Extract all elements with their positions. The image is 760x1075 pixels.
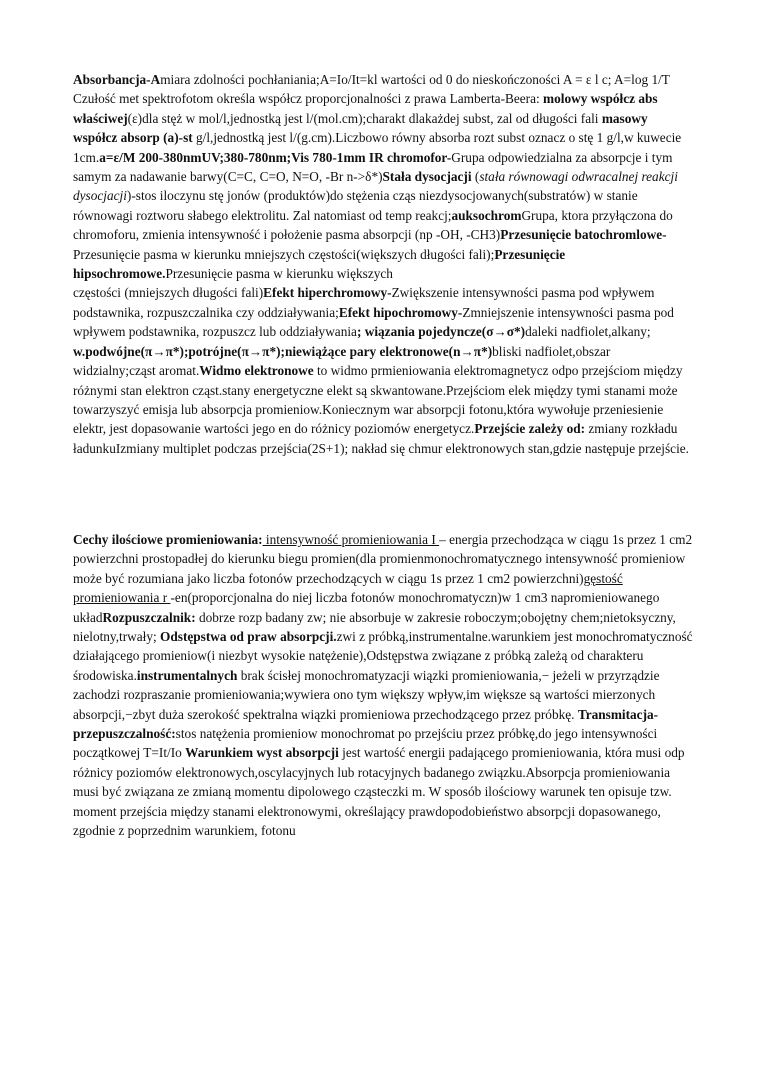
term-absorbancja: Absorbancja- bbox=[73, 72, 151, 87]
term-odstepstwa: Odstępstwa od praw absorpcji. bbox=[160, 629, 337, 645]
term-cechy-ilosciowe: Cechy ilościowe promieniowania: bbox=[73, 532, 263, 547]
text-run: dobrze rozp badany zw; nie absorbuje w zakresie roboczym;obojętny chem;nietoksyczny, nielotny,trwały; bbox=[73, 609, 676, 645]
text-run: jest wartość energii padającego promieniowania, która musi odp różnicy poziomów elektronowych,oscylacyjnych lub rotacyjnych badanego związku.Absorpcja promieniowania musi być związana ze zmianą momentu dipolowego cząsteczki m. W sposób ilościowy warunek ten opisuje tzw. moment przejścia między stanami elektronowymi, określający prawdopodobieństwo absorpcji dopasowanego, bbox=[73, 745, 685, 819]
text-run: Grupa, ktora przyłączona do chromoforu, zmienia intensywność i położenie pasma absorpcji (np -OH, -CH3) bbox=[73, 207, 673, 243]
term-transmitacja: Transmitacja-przepuszczalność: bbox=[73, 706, 659, 742]
term-hipochromowy: Efekt hipochromowy- bbox=[338, 304, 463, 320]
term-wiazania-pojedyncze: ; wiązania pojedyncze(σ→σ*) bbox=[356, 324, 526, 340]
term-masowy: masowy współcz absorp (a)-st bbox=[73, 110, 648, 146]
text-run: Przesunięcie pasma w kierunku większych bbox=[165, 266, 393, 282]
text-run: – energia przechodząca w ciągu 1s przez 1 cm2 powierzchni prostopadłej do kierunku biegu promien(dla promienmonochromatycznego intensywność promieniow może być rozumiana jako liczba fotonów przechodzących w ciągu 1s przez 1 cm2 powierzchni) bbox=[73, 532, 693, 586]
text-run: (ε)dla stęż w mol/l,jednostką jest l/(mol.cm);charakt dlakażdej subst, zal od długości fali bbox=[127, 110, 602, 126]
term-auksochrom: auksochrom bbox=[451, 207, 522, 223]
term-stala-rownowagi: stała równowagi odwracalnej reakcji dysocjacji bbox=[73, 169, 678, 204]
text-run: Przesunięcie pasma w kierunku mniejszych częstości(większych długości fali); bbox=[73, 246, 495, 262]
text-run: )-stos iloczynu stę jonów (produktów)do stężenia cząs niezdysocjowanych(substratów) w stanie równowagi roztworu słabego elektrolitu. Zal natomiast od temp reakcj; bbox=[73, 188, 638, 223]
term-stala-dysocjacji: Stała dysocjacji bbox=[382, 169, 472, 185]
text-run: daleki nadfiolet,alkany; bbox=[525, 324, 651, 340]
term-ranges-chromofor: a=ε/M 200-380nmUV;380-780nm;Vis 780-1mm IR chromofor- bbox=[99, 149, 452, 165]
term-molowy: molowy współcz abs właściwej bbox=[73, 91, 658, 126]
text-run: częstości (mniejszych długości fali) bbox=[73, 285, 264, 301]
term-wiazania-wielokrotne: w.podwójne(π→π*);potrójne(π→π*);niewiążące pary elektronowe(n→π*) bbox=[73, 343, 493, 359]
term-gestosc: gęstość promieniowania r bbox=[73, 570, 623, 606]
text-run: Zwiększenie intensywności pasma pod wpływem podstawnika, rozpuszczalnika czy oddziaływania; bbox=[73, 285, 655, 320]
text-run: Grupa odpowiedzialna za absorpcje i tym samym za nadawanie barwy(C=C, C=O, N=O, -Br n->δ*) bbox=[73, 149, 673, 185]
text-run: -en(proporcjonalna do niej liczba fotonów monochromatyczn)w 1 cm3 napromieniowanego układ bbox=[73, 590, 660, 625]
paragraph-radiation bbox=[73, 530, 693, 841]
paragraph-text bbox=[73, 70, 693, 458]
term-przejscie-zalezy: Przejście zależy od: bbox=[474, 421, 586, 437]
term-batochrom: Przesunięcie batochromlowe- bbox=[500, 227, 667, 243]
text-run: zmiany rozkładu ładunkuIzmiany multiplet podczas przejścia(2S+1); nakład się chmur elektronowych stan,gdzie następuje przejście. bbox=[73, 421, 689, 456]
text-run: g/l,jednostką jest l/(g.cm).Liczbowo równy absorba rozt subst oznacz o stę 1 g/l,w kuwecie 1cm. bbox=[73, 130, 682, 165]
term-hiperchromowy: Efekt hiperchromowy- bbox=[263, 285, 392, 301]
text-run: bliski nadfiolet,obszar widzialny;cząst aromat. bbox=[73, 343, 611, 379]
term-intensywnosc: intensywność promieniowania I bbox=[262, 532, 440, 547]
text-run: brak ścisłej monochromatyzacji wiązki promieniowania,− jeżeli w przyrządzie zachodzi rozpraszanie promieniowania;wywiera ono tym większy wpływ,im większe są wartości mierzonych absorpcji,−zbyt duża szerokość spektralna wiązki promieniowa przechodzącego przez próbkę. bbox=[73, 667, 660, 722]
term-hipsochrom: Przesunięcie hipsochromowe. bbox=[73, 246, 566, 282]
text-run: zwi z próbką,instrumentalne.warunkiem jest monochromatyczność działającego promieniow(i niezbyt wysokie natężenie),Odstępstwa związane z próbką zależą od charakteru środowiska. bbox=[73, 629, 693, 683]
text-run: ( bbox=[471, 169, 480, 185]
term-a: A bbox=[150, 72, 161, 87]
paragraph-text bbox=[73, 530, 693, 841]
term-widmo-elektronowe: Widmo elektronowe bbox=[199, 363, 314, 379]
term-instrumentalnych: instrumentalnych bbox=[136, 667, 238, 683]
term-warunkiem: Warunkiem wyst absorpcji bbox=[185, 745, 339, 761]
term-rozpuszczalnik: Rozpuszczalnik: bbox=[102, 609, 196, 625]
paragraph-absorbance bbox=[73, 70, 693, 458]
text-run: to widmo prmieniowania elektromagnetycz odpo przejściom między różnymi stan elektron cząst.stany energetyczne elekt są skwantowane.Przejściom elek między tymi stanami może towarzyszyć emisja lub absorpcja promieniow.Koniecznym war absorpcji fotonu,która wywołuje przeniesienie elektr, jest dopasowanie wartości jego en do różnicy poziomów energetycz. bbox=[73, 363, 683, 437]
text-run: Zmniejszenie intensywności pasma pod wpływem podstawnika, rozpuszcz lub oddziaływania bbox=[73, 304, 674, 340]
text-run: zgodnie z poprzednim warunkiem, fotonu bbox=[73, 823, 296, 839]
text-run: stos natężenia promieniow monochromat po przejściu przez próbkę,do jego intensywności początkowej T=It/Io bbox=[73, 726, 658, 761]
text-run: miara zdolności pochłaniania;A=Io/It=kl wartości od 0 do nieskończoności A = ε l c; A=log 1/T Czułość met spektrofotom określa współcz proporcjonalności z prawa Lamberta-Beera: bbox=[73, 72, 670, 107]
